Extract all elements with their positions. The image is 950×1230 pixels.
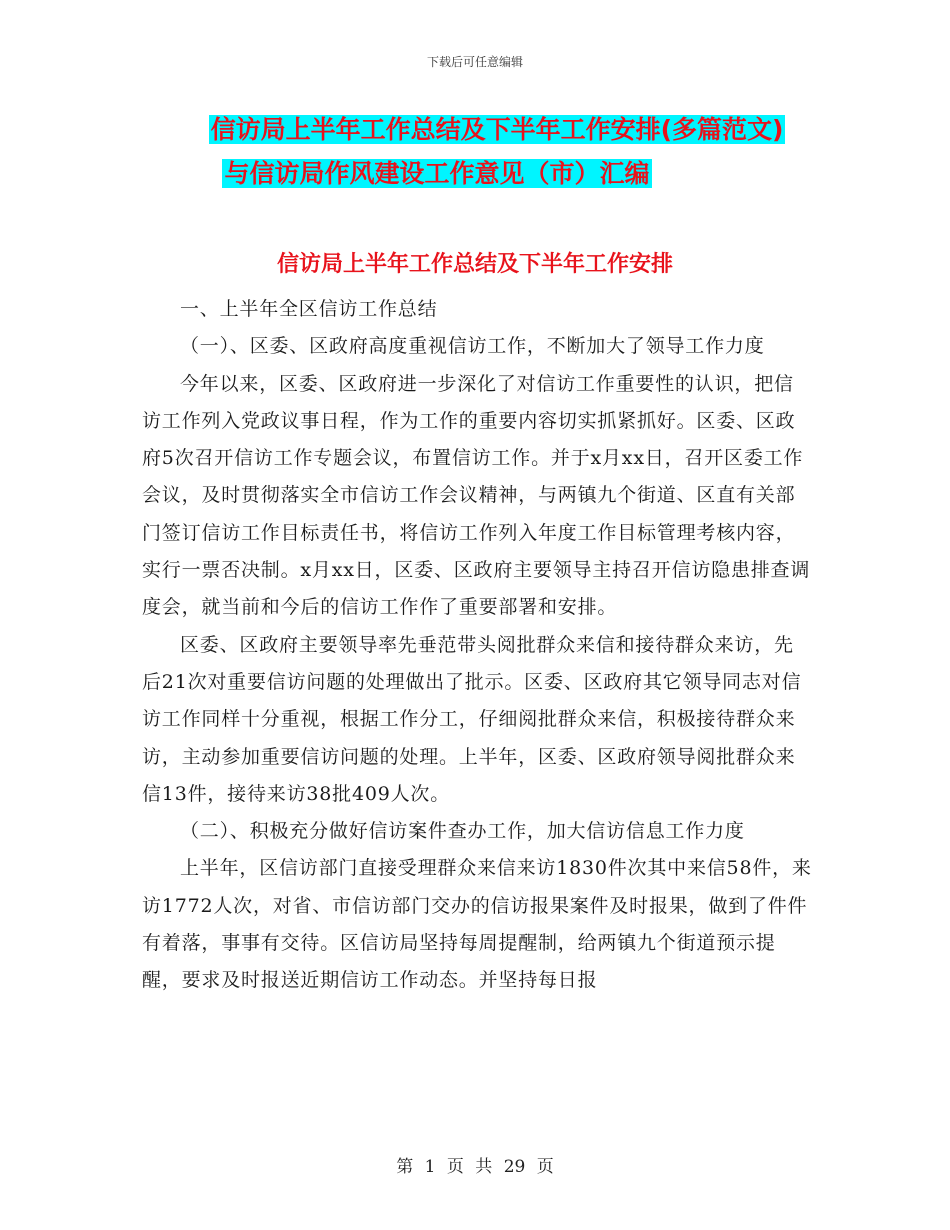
paragraph: 一、上半年全区信访工作总结 (180, 298, 438, 320)
header-note: 下载后可任意编辑 (426, 55, 523, 69)
paragraph: 区委、区政府主要领导率先垂范带头阅批群众来信和接待群众来访，先后21次对重要信访问题的处理做出了批示。区委、区政府其它领导同志对信访工作同样十分重视，根据工作分工，仔细阅批群众来信，积极接待群众来访，主动参加重要信访问题的处理。上半年，区委、区政府领导阅批群众来信13件，接待来访38批409人次。 (142, 633, 802, 805)
document-title-line-2 (0, 156, 912, 192)
paragraph: （一）、区委、区政府高度重视信访工作，不断加大了领导工作力度 (180, 335, 765, 358)
document-body (142, 291, 812, 1000)
document-title-line-1-text: 信访局上半年工作总结及下半年工作安排(多篇范文) (210, 115, 784, 144)
paragraph: （二）、积极充分做好信访案件查办工作，加大信访信息工作力度 (180, 820, 745, 843)
paragraph: 上半年，区信访部门直接受理群众来信来访1830件次其中来信58件，来访1772人次，对省、市信访部门交办的信访报果案件及时报果，做到了件件有着落，事事有交待。区信访局坚持每周提醒制，给两镇九个街道预示提醒，要求及时报送近期信访工作动态。并坚持每日报 (142, 857, 812, 992)
document-title-line-1 (22, 112, 950, 148)
document-title-line-2-text: 与信访局作风建设工作意见（市）汇编 (224, 159, 650, 188)
paragraph: 今年以来，区委、区政府进一步深化了对信访工作重要性的认识，把信访工作列入党政议事日程，作为工作的重要内容切实抓紧抓好。区委、区政府5次召开信访工作专题会议，布置信访工作。并于x月xx日，召开区委工作会议，及时贯彻落实全市信访工作会议精神，与两镇九个街道、区直有关部门签订信访工作目标责任书，将信访工作列入年度工作目标管理考核内容，实行一票否决制。x月xx日，区委、区政府主要领导主持召开信访隐患排查调度会，就当前和今后的信访工作作了重要部署和安排。 (142, 372, 811, 619)
section-title: 信访局上半年工作总结及下半年工作安排 (276, 252, 673, 277)
page-number: 第 1 页 共 29 页 (396, 1157, 554, 1177)
